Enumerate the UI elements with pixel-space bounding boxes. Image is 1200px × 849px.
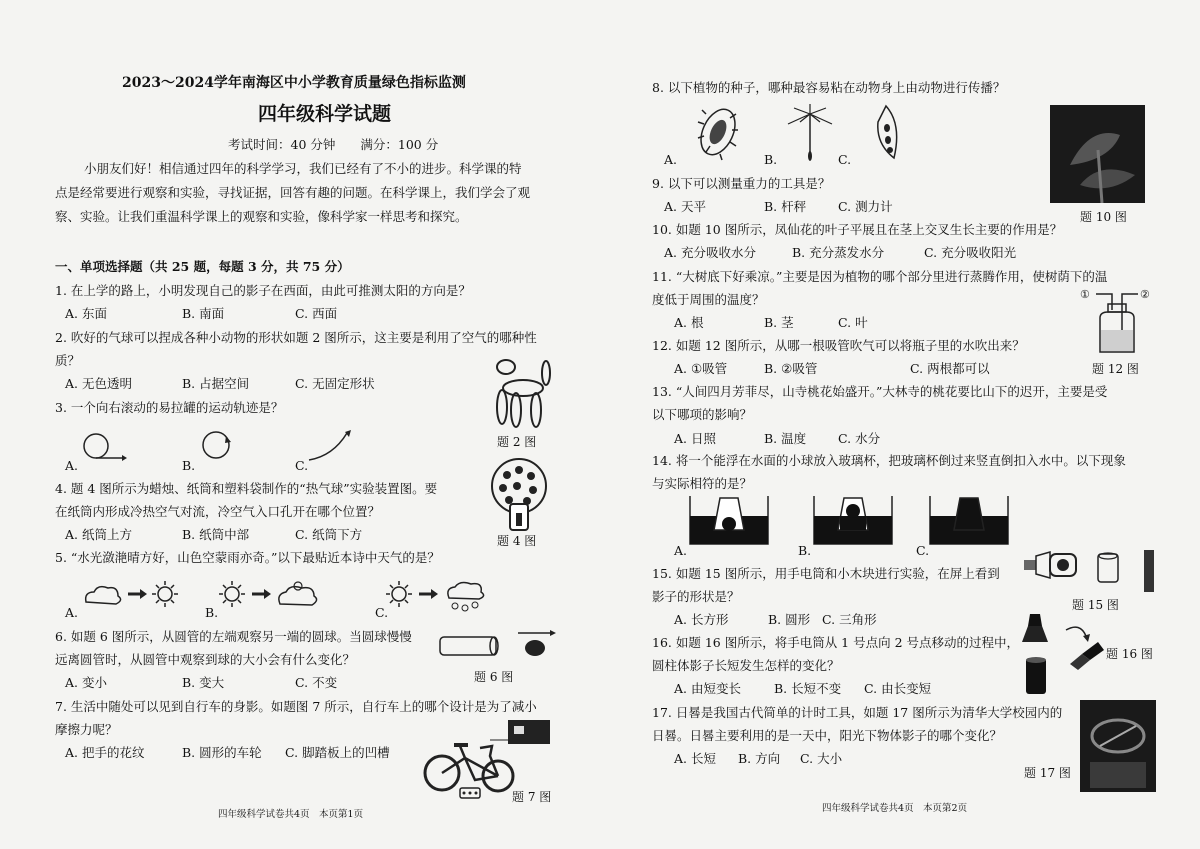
q8-option-c: C. <box>838 152 852 167</box>
q3-option-c: C. <box>295 458 309 473</box>
q9-option-b: B. 杆秤 <box>764 199 807 214</box>
q6-option-a: A. 变小 <box>65 675 107 690</box>
q1-option-c: C. 西面 <box>295 306 338 321</box>
fig17-caption: 题 17 图 <box>1024 766 1071 780</box>
q5-option-a-weather <box>80 578 185 610</box>
question-13-cont: 以下哪项的影响？ <box>652 407 753 422</box>
question-7: 7. 生活中随处可以见到自行车的身影。如题图 7 所示，自行车上的哪个设计是为了减小 <box>55 699 537 714</box>
intro-line: 小朋友们好！相信通过四年的科学学习，我们已经有了不小的进步。科学课的特 <box>84 161 522 176</box>
q15-option-a: A. 长方形 <box>674 612 729 627</box>
q11-option-a: A. 根 <box>674 315 704 330</box>
q5-option-c: C. <box>375 605 389 620</box>
question-2-cont: 质？ <box>55 353 81 368</box>
flashlight-cylinder-figure <box>1020 612 1110 698</box>
q7-option-c: C. 脚踏板上的凹槽 <box>285 745 390 760</box>
q5-option-b-weather <box>218 578 348 610</box>
question-3: 3. 一个向右滚动的易拉罐的运动轨迹是？ <box>55 400 284 415</box>
q4-option-a: A. 纸筒上方 <box>65 527 132 542</box>
page-footer: 四年级科学试卷共4页 本页第2页 <box>822 803 968 814</box>
question-16: 16. 如题 16 图所示，将手电筒从 1 号点向 2 号点移动的过程中， <box>652 635 1020 650</box>
bottle-straws-figure <box>1092 290 1142 356</box>
q9-option-c: C. 测力计 <box>838 199 893 214</box>
fig12-label-2: ② <box>1140 288 1150 301</box>
q14-option-a: A. <box>674 543 688 558</box>
question-1: 1. 在上学的路上，小明发现自己的影子在西面，由此可推测太阳的方向是？ <box>55 283 471 298</box>
question-4: 4. 题 4 图所示为蜡烛、纸筒和塑料袋制作的“热气球”实验装置图。要 <box>55 481 438 496</box>
q8-option-b-seed <box>780 104 840 162</box>
q4-option-c: C. 纸筒下方 <box>295 527 363 542</box>
sundial-photo <box>1080 700 1156 792</box>
q14-option-b-cup <box>812 494 894 546</box>
q5-option-c-weather <box>385 578 495 614</box>
q3-option-b-trajectory <box>198 430 238 462</box>
q16-option-c: C. 由长变短 <box>864 681 932 696</box>
q10-option-c: C. 充分吸收阳光 <box>924 245 1017 260</box>
question-15: 15. 如题 15 图所示，用手电筒和小木块进行实验，在屏上看到 <box>652 566 1000 581</box>
flashlight-block-screen-figure <box>1020 548 1160 594</box>
question-6-cont: 远离圆管时，从圆管中观察到球的大小会有什么变化？ <box>55 652 356 667</box>
q16-option-b: B. 长短不变 <box>774 681 842 696</box>
q3-option-c-trajectory <box>305 428 355 463</box>
q12-option-a: A. ①吸管 <box>674 361 728 376</box>
q13-option-c: C. 水分 <box>838 431 881 446</box>
question-15-cont: 影子的形状是？ <box>652 589 740 604</box>
question-14-cont: 与实际相符的是？ <box>652 476 753 491</box>
q3-option-b: B. <box>182 458 196 473</box>
q15-option-b: B. 圆形 <box>768 612 811 627</box>
q2-option-b: B. 占据空间 <box>182 376 250 391</box>
balloon-dog-figure <box>488 355 558 430</box>
q8-option-c-seed <box>868 104 908 162</box>
section-heading: 一、单项选择题（共 25 题，每题 3 分，共 75 分） <box>55 259 350 274</box>
question-10: 10. 如题 10 图所示，凤仙花的叶子平展且在茎上交叉生长主要的作用是？ <box>652 222 1063 237</box>
q12-option-c: C. 两根都可以 <box>910 361 990 376</box>
fig2-caption: 题 2 图 <box>497 435 537 449</box>
q7-option-b: B. 圆形的车轮 <box>182 745 262 760</box>
q14-option-b: B. <box>798 543 812 558</box>
question-17-cont: 日晷。日晷主要利用的是一天中，阳光下物体影子的哪个变化？ <box>652 728 1003 743</box>
question-6: 6. 如题 6 图所示，从圆管的左端观察另一端的圆球。当圆球慢慢 <box>55 629 412 644</box>
q6-option-b: B. 变大 <box>182 675 225 690</box>
fig10-caption: 题 10 图 <box>1080 210 1127 224</box>
q17-option-c: C. 大小 <box>800 751 843 766</box>
hot-air-balloon-figure <box>487 458 552 533</box>
question-12: 12. 如题 12 图所示，从哪一根吸管吹气可以将瓶子里的水吹出来？ <box>652 338 1025 353</box>
q10-option-a: A. 充分吸收水分 <box>664 245 756 260</box>
fig12-caption: 题 12 图 <box>1092 362 1139 376</box>
fig4-caption: 题 4 图 <box>497 534 537 548</box>
question-11-cont: 度低于周围的温度？ <box>652 292 765 307</box>
question-17: 17. 日晷是我国古代简单的计时工具，如题 17 图所示为清华大学校园内的 <box>652 705 1063 720</box>
q3-option-a-trajectory <box>78 432 128 462</box>
q14-option-c: C. <box>916 543 930 558</box>
q14-option-c-cup <box>928 494 1010 546</box>
question-11: 11. “大树底下好乘凉。”主要是因为植物的哪个部分里进行蒸腾作用，使树荫下的温 <box>652 269 1108 284</box>
fig6-caption: 题 6 图 <box>474 670 514 684</box>
question-14: 14. 将一个能浮在水面的小球放入玻璃杯，把玻璃杯倒过来竖直倒扣入水中。以下现象 <box>652 453 1126 468</box>
q2-option-a: A. 无色透明 <box>65 376 132 391</box>
q1-option-a: A. 东面 <box>65 306 107 321</box>
tube-and-ball-figure <box>438 630 558 662</box>
q8-option-b: B. <box>764 152 778 167</box>
q16-option-a: A. 由短变长 <box>674 681 741 696</box>
q14-option-a-cup <box>688 494 770 546</box>
q10-option-b: B. 充分蒸发水分 <box>792 245 885 260</box>
q13-option-b: B. 温度 <box>764 431 807 446</box>
question-2: 2. 吹好的气球可以捏成各种小动物的形状如题 2 图所示，这主要是利用了空气的哪种性 <box>55 330 537 345</box>
fig15-caption: 题 15 图 <box>1072 598 1119 612</box>
q11-option-b: B. 茎 <box>764 315 794 330</box>
question-16-cont: 圆柱体影子长短发生怎样的变化？ <box>652 658 840 673</box>
intro-line: 点是经常要进行观察和实验，寻找证据，回答有趣的问题。在科学课上，我们学会了观 <box>55 185 531 200</box>
question-4-cont: 在纸筒内形成冷热空气对流，冷空气入口孔开在哪个位置？ <box>55 504 381 519</box>
fig16-caption: 题 16 图 <box>1106 647 1153 661</box>
q17-option-b: B. 方向 <box>738 751 781 766</box>
question-7-cont: 摩擦力呢？ <box>55 722 118 737</box>
impatiens-leaves-photo <box>1050 105 1145 203</box>
q13-option-a: A. 日照 <box>674 431 716 446</box>
q7-option-a: A. 把手的花纹 <box>65 745 145 760</box>
exam-header: 2023～2024学年南海区中小学教育质量绿色指标监测 <box>122 75 466 91</box>
q2-option-c: C. 无固定形状 <box>295 376 375 391</box>
intro-line: 察、实验。让我们重温科学课上的观察和实验，像科学家一样思考和探究。 <box>55 209 468 224</box>
fig7-caption: 题 7 图 <box>512 790 552 804</box>
q11-option-c: C. 叶 <box>838 315 868 330</box>
q9-option-a: A. 天平 <box>664 199 706 214</box>
question-9: 9. 以下可以测量重力的工具是？ <box>652 176 831 191</box>
q8-option-a-seed <box>690 104 750 162</box>
q3-option-a: A. <box>65 458 79 473</box>
question-13: 13. “人间四月芳菲尽，山寺桃花始盛开。”大林寺的桃花要比山下的迟开，主要是受 <box>652 384 1108 399</box>
question-8: 8. 以下植物的种子，哪种最容易粘在动物身上由动物进行传播？ <box>652 80 1006 95</box>
exam-info: 考试时间：40 分钟 满分：100 分 <box>228 137 439 152</box>
fig12-label-1: ① <box>1080 288 1090 301</box>
q5-option-b: B. <box>205 605 219 620</box>
q1-option-b: B. 南面 <box>182 306 225 321</box>
q17-option-a: A. 长短 <box>674 751 716 766</box>
q8-option-a: A. <box>664 152 678 167</box>
page-footer: 四年级科学试卷共4页 本页第1页 <box>218 809 364 820</box>
q15-option-c: C. 三角形 <box>822 612 877 627</box>
question-5: 5. “水光潋滟晴方好，山色空蒙雨亦奇。”以下最贴近本诗中天气的是？ <box>55 550 440 565</box>
q5-option-a: A. <box>65 605 79 620</box>
exam-title: 四年级科学试题 <box>258 103 392 125</box>
q6-option-c: C. 不变 <box>295 675 338 690</box>
q12-option-b: B. ②吸管 <box>764 361 818 376</box>
q4-option-b: B. 纸筒中部 <box>182 527 250 542</box>
